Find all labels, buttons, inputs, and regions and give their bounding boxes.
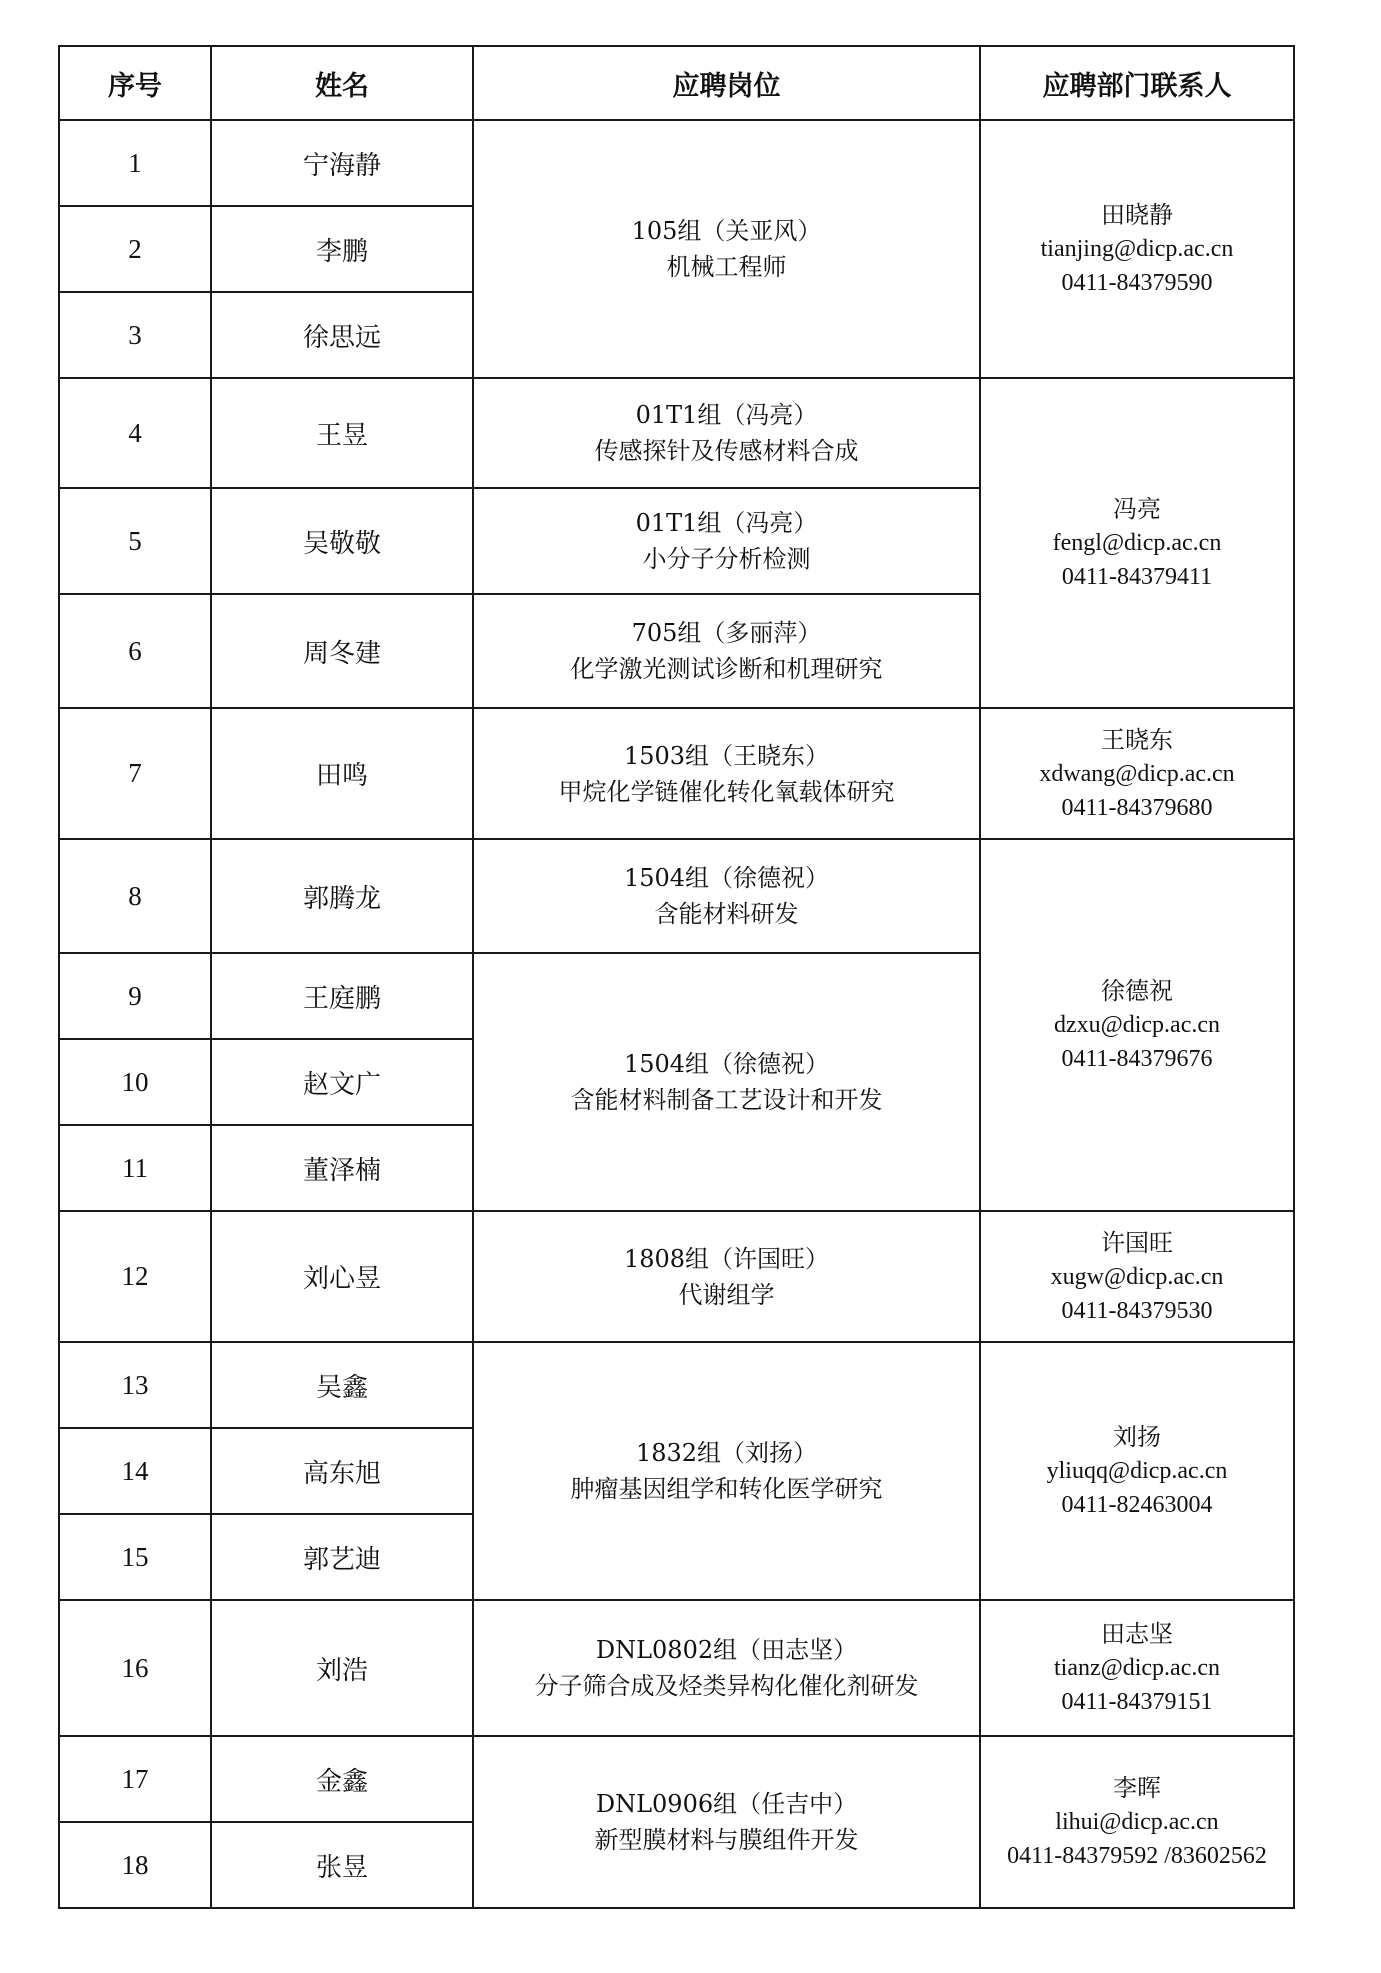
position-cell [473,488,980,594]
name-cell: 宁海静 [211,120,473,206]
contact-cell [980,839,1294,1211]
position-group: 1504组（徐德祝） [623,1050,830,1078]
seq-cell: 13 [59,1342,211,1428]
contact-phone: 0411-84379680 [1061,794,1213,821]
contact-cell [980,1211,1294,1342]
contact-email: yliuqq@dicp.ac.cn [1046,1458,1228,1484]
position-title: 传感探针及传感材料合成 [594,437,859,465]
seq-cell: 11 [59,1125,211,1211]
position-cell [473,1736,980,1908]
seq-cell: 18 [59,1822,211,1908]
position-cell [473,378,980,488]
contact-name: 刘扬 [1113,1423,1161,1451]
position-group: 01T1组（冯亮） [635,401,818,429]
position-title: 小分子分析检测 [642,545,811,573]
table-row [59,378,1294,488]
contact-name: 冯亮 [1113,495,1161,523]
name-cell: 吴鑫 [211,1342,473,1428]
contact-cell [980,1736,1294,1908]
seq-cell: 9 [59,953,211,1039]
name-cell: 高东旭 [211,1428,473,1514]
name-cell: 王庭鹏 [211,953,473,1039]
seq-cell: 16 [59,1600,211,1736]
position-group: 1808组（许国旺） [623,1244,830,1273]
position-cell [473,708,980,839]
table-row [59,839,1294,953]
position-cell [473,953,980,1211]
name-cell: 赵文广 [211,1039,473,1125]
seq-cell: 17 [59,1736,211,1822]
position-group: 705组（多丽萍） [631,619,822,647]
position-group: DNL0906组（任吉中） [595,1790,858,1818]
contact-email: xdwang@dicp.ac.cn [1039,760,1235,787]
table-row [59,1736,1294,1822]
position-title: 分子筛合成及烃类异构化催化剂研发 [534,1672,919,1700]
seq-cell: 6 [59,594,211,708]
name-cell: 郭艺迪 [211,1514,473,1600]
recruitment-table [58,45,1295,1909]
contact-phone: 0411-84379411 [1061,564,1213,590]
contact-name: 许国旺 [1101,1228,1173,1257]
name-cell: 董泽楠 [211,1125,473,1211]
contact-cell [980,120,1294,378]
contact-email: tianjing@dicp.ac.cn [1040,236,1234,262]
contact-email: xugw@dicp.ac.cn [1050,1263,1224,1290]
seq-cell: 10 [59,1039,211,1125]
contact-email: lihui@dicp.ac.cn [1055,1809,1219,1835]
contact-name: 田志坚 [1101,1620,1173,1648]
seq-cell: 12 [59,1211,211,1342]
name-cell: 田鸣 [211,708,473,839]
contact-phone: 0411-84379530 [1061,1297,1213,1324]
position-group: 01T1组（冯亮） [635,509,818,537]
contact-cell [980,378,1294,708]
contact-email: dzxu@dicp.ac.cn [1053,1012,1221,1038]
seq-cell: 15 [59,1514,211,1600]
seq-cell: 14 [59,1428,211,1514]
contact-name: 李晖 [1113,1774,1161,1802]
position-group: 105组（关亚风） [631,217,822,245]
table-row [59,1211,1294,1342]
position-cell [473,120,980,378]
seq-cell: 2 [59,206,211,292]
position-group: 1504组（徐德祝） [623,864,830,892]
seq-cell: 1 [59,120,211,206]
name-cell: 王昱 [211,378,473,488]
name-cell: 徐思远 [211,292,473,378]
seq-cell: 7 [59,708,211,839]
position-cell [473,1600,980,1736]
contact-name: 王晓东 [1101,725,1173,754]
seq-cell: 8 [59,839,211,953]
table-row [59,120,1294,206]
position-cell [473,1342,980,1600]
contact-email: fengl@dicp.ac.cn [1052,530,1222,556]
table-row [59,708,1294,839]
contact-cell [980,1600,1294,1736]
position-cell [473,1211,980,1342]
name-cell: 郭腾龙 [211,839,473,953]
position-title: 化学激光测试诊断和机理研究 [570,655,883,683]
seq-cell: 3 [59,292,211,378]
position-group: 1503组（王晓东） [623,741,830,770]
position-cell [473,594,980,708]
name-cell: 张昱 [211,1822,473,1908]
contact-phone: 0411-84379676 [1061,1046,1213,1072]
name-cell: 李鹏 [211,206,473,292]
header-row [59,46,1294,120]
position-title: 新型膜材料与膜组件开发 [594,1826,859,1854]
contact-phone: 0411-84379590 [1061,270,1213,296]
header-name: 姓名 [211,46,473,120]
contact-phone: 0411-82463004 [1061,1492,1213,1518]
contact-cell [980,1342,1294,1600]
table-row [59,1600,1294,1736]
header-contact: 应聘部门联系人 [980,46,1294,120]
position-title: 代谢组学 [678,1280,775,1309]
table-row [59,1342,1294,1428]
contact-cell [980,708,1294,839]
name-cell: 刘心昱 [211,1211,473,1342]
contact-phone: 0411-84379151 [1061,1689,1213,1715]
name-cell: 金鑫 [211,1736,473,1822]
position-title: 机械工程师 [666,253,787,281]
position-title: 含能材料制备工艺设计和开发 [570,1086,883,1114]
position-cell [473,839,980,953]
position-group: 1832组（刘扬） [635,1439,818,1467]
seq-cell: 4 [59,378,211,488]
position-title: 肿瘤基因组学和转化医学研究 [570,1475,883,1503]
position-title: 甲烷化学链催化转化氧载体研究 [558,777,895,806]
header-position: 应聘岗位 [473,46,980,120]
contact-phone: 0411-84379592 /83602562 [1007,1843,1267,1869]
contact-name: 徐德祝 [1101,977,1173,1005]
position-group: DNL0802组（田志坚） [595,1636,858,1664]
name-cell: 刘浩 [211,1600,473,1736]
contact-email: tianz@dicp.ac.cn [1053,1655,1221,1681]
name-cell: 吴敬敬 [211,488,473,594]
name-cell: 周冬建 [211,594,473,708]
contact-name: 田晓静 [1101,201,1173,229]
seq-cell: 5 [59,488,211,594]
header-seq: 序号 [59,46,211,120]
position-title: 含能材料研发 [654,900,799,928]
